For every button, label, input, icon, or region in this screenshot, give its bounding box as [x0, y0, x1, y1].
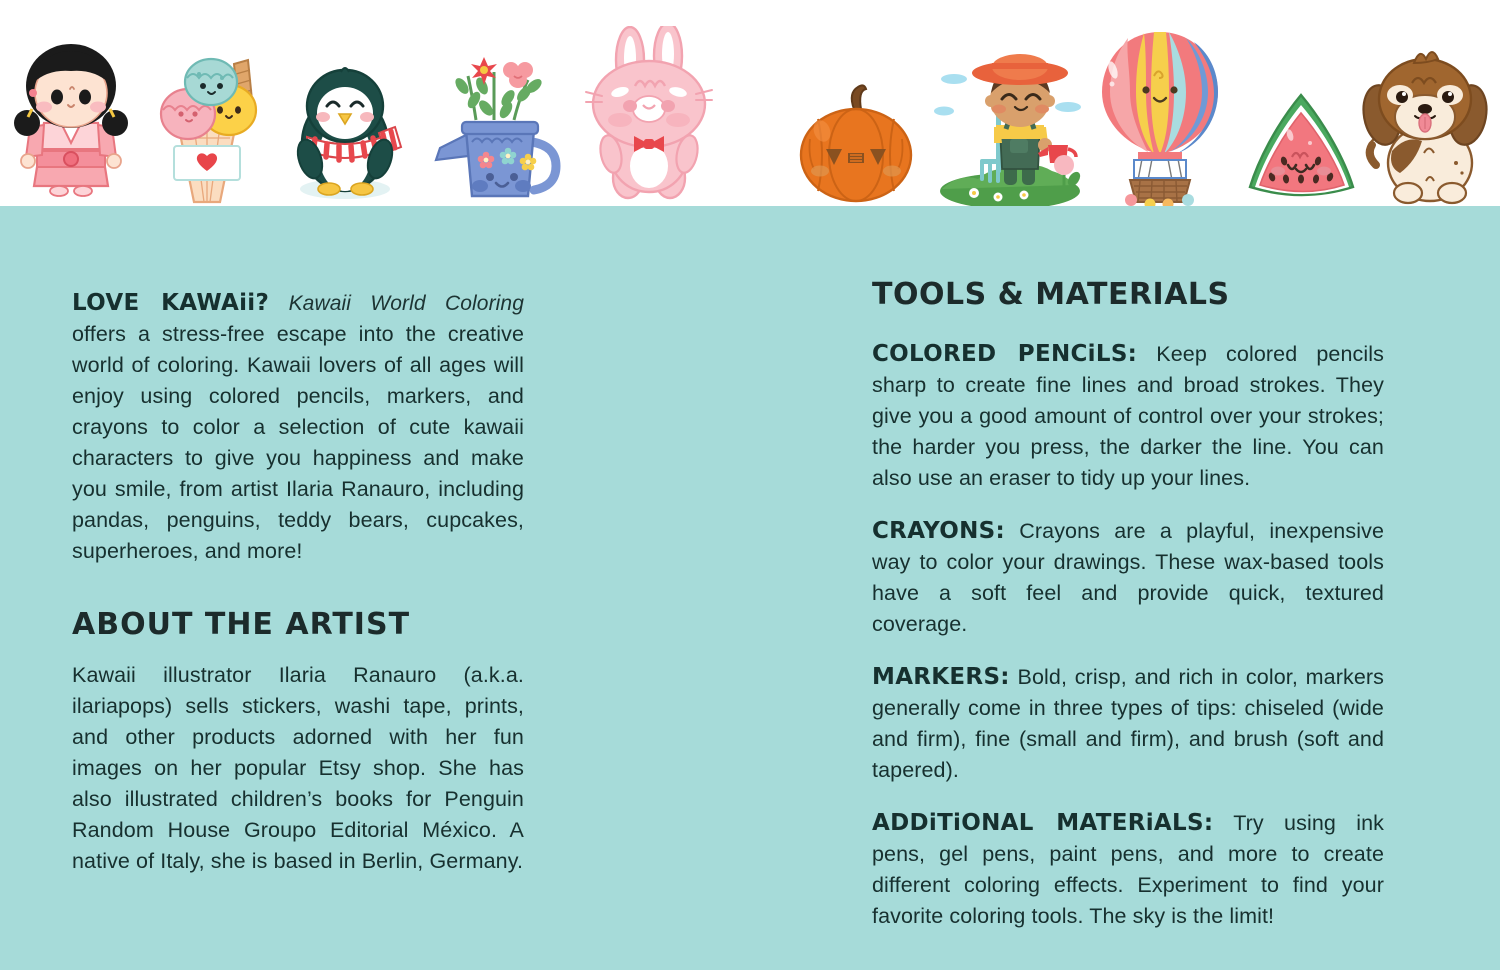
about-the-artist-paragraph: Kawaii illustrator Ilaria Ranauro (a.k.a. ilariapops) sells stickers, washi tape, prints, and other products adorned with her fun images on her popular Etsy shop. She has also illustrated children’s books for Penguin Random House Groupo Editorial México. A native of Italy, she is based in Berlin, Germany. [72, 663, 524, 873]
crayons-body: Crayons are a playful, inexpensive way to color your drawings. These wax-based tools have a soft feel and provide quick, textured coverage. [872, 519, 1384, 636]
right-column [872, 278, 1384, 932]
love-kawaii-paragraph [72, 288, 524, 567]
watering-can-icon [424, 46, 564, 206]
markers-paragraph [872, 662, 1384, 786]
colored-pencils-label: COLORED PENCiLS: [872, 341, 1138, 367]
spacer [72, 567, 524, 607]
gardener-boy-icon [932, 51, 1087, 206]
crayons-label: CRAYONS: [872, 518, 1005, 544]
kokeshi-doll-girl-icon [6, 31, 136, 206]
info-panel [0, 206, 1500, 970]
additional-materials-paragraph [872, 808, 1384, 932]
puppy-dog-icon [1352, 41, 1497, 206]
crayons-paragraph [872, 516, 1384, 640]
colored-pencils-body: Keep colored pencils sharp to create fine lines and broad strokes. They give you a good amount of control over your strokes; the harder you press, the darker the line. You can also use an eraser to tidy up your lines. [872, 342, 1384, 490]
watermelon-slice-icon [1244, 91, 1359, 206]
colored-pencils-paragraph [872, 339, 1384, 494]
bunny-icon [580, 26, 720, 206]
markers-body: Bold, crisp, and rich in color, markers generally come in three types of tips: chiseled (wide and firm), fine (small and firm), and brush (soft and tapered). [872, 665, 1384, 782]
love-kawaii-heading: LOVE KAWAii? [72, 290, 270, 316]
left-column [72, 288, 524, 877]
ice-cream-cone-icon [148, 38, 266, 206]
love-kawaii-body: offers a stress-free escape into the creative world of coloring. Kawaii lovers of all ages will enjoy using colored pencils, markers, and crayons to color a selection of cute kawaii characters to give you happiness and make you smile, from artist Ilaria Ranauro, including pandas, penguins, teddy bears, cupcakes, superheroes, and more! [72, 322, 524, 563]
two-column-layout [0, 206, 1500, 970]
tools-and-materials-heading: TOOLS & MATERIALS [872, 277, 1230, 312]
additional-materials-label: ADDiTiONAL MATERiALS: [872, 810, 1214, 836]
pumpkin-icon [796, 81, 916, 206]
penguin-icon [283, 61, 408, 206]
illustration-strip [0, 0, 1500, 206]
about-the-artist-heading: ABOUT THE ARTIST [72, 607, 411, 642]
hot-air-balloon-icon [1098, 28, 1223, 206]
additional-materials-body: Try using ink pens, gel pens, paint pens, and more to create different coloring effects. Experiment to find your favorite coloring tools. The sky is the limit! [872, 811, 1384, 928]
book-title: Kawaii World Coloring [288, 292, 524, 315]
markers-label: MARKERS: [872, 664, 1010, 690]
